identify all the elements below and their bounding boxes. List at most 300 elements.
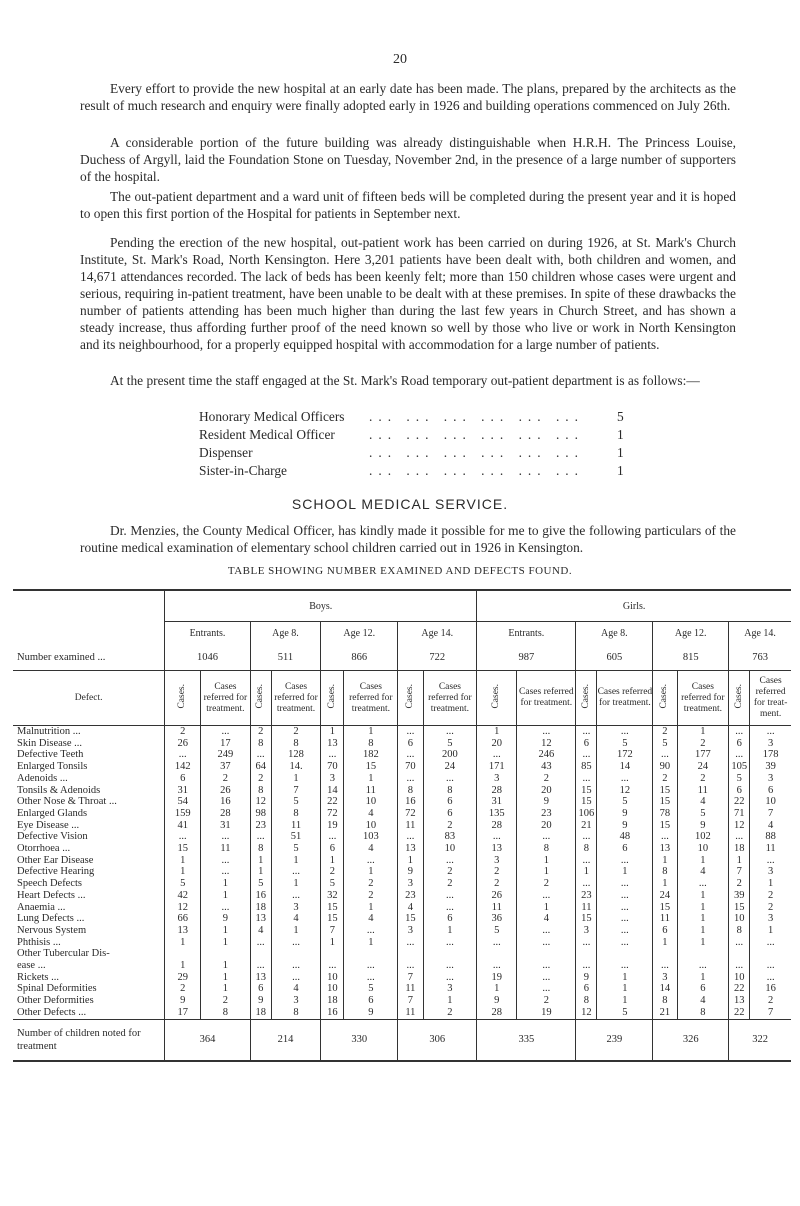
cases-cell: ... — [576, 960, 597, 972]
cases-cell — [165, 948, 201, 960]
referred-cell: 11 — [271, 820, 321, 832]
referred-cell: ... — [201, 726, 251, 738]
cases-cell: 15 — [653, 902, 677, 914]
referred-cell: 1 — [597, 995, 653, 1007]
referred-cell: ... — [597, 937, 653, 949]
cases-cell: 15 — [653, 785, 677, 797]
referred-cell: ... — [423, 890, 477, 902]
referred-cell: 5 — [597, 796, 653, 808]
referred-cell: ... — [344, 972, 398, 984]
referred-cell: 14. — [271, 761, 321, 773]
cases-cell: ... — [576, 726, 597, 738]
cases-cell: ... — [398, 960, 423, 972]
referred-cell: 4 — [677, 866, 729, 878]
number-examined-value: 1046 — [165, 644, 250, 671]
table-row — [13, 820, 791, 832]
referred-cell: 2 — [517, 878, 576, 890]
referred-cell: 17 — [201, 738, 251, 750]
referred-cell: 1 — [344, 726, 398, 738]
cases-cell: ... — [398, 831, 423, 843]
referred-cell: 11 — [677, 785, 729, 797]
cases-cell: 13 — [321, 738, 344, 750]
cases-cell: 85 — [576, 761, 597, 773]
referred-cell: 11 — [344, 785, 398, 797]
cases-cell: ... — [653, 831, 677, 843]
referred-cell: 1 — [597, 983, 653, 995]
cases-cell: 13 — [729, 995, 750, 1007]
referred-cell: ... — [423, 855, 477, 867]
referred-cell: ... — [517, 726, 576, 738]
cases-cell: 22 — [729, 983, 750, 995]
subgroup-label: Entrants. — [477, 622, 576, 645]
table-title: TABLE SHOWING NUMBER EXAMINED AND DEFECTS FOUND. — [227, 565, 573, 577]
cases-cell: 13 — [477, 843, 517, 855]
cases-cell: 15 — [729, 902, 750, 914]
referred-cell: 16 — [750, 983, 791, 995]
cases-cell: 6 — [729, 738, 750, 750]
cases-cell: 1 — [653, 855, 677, 867]
cases-cell: 1 — [653, 937, 677, 949]
cases-cell — [250, 948, 271, 960]
referred-header: Cases referred for treatment. — [517, 671, 576, 726]
referred-cell: 1 — [344, 937, 398, 949]
referred-cell: ... — [271, 890, 321, 902]
referred-cell: 2 — [344, 878, 398, 890]
referred-cell: ... — [597, 726, 653, 738]
cases-cell: 1 — [165, 866, 201, 878]
cases-cell: ... — [321, 960, 344, 972]
paragraph-2: A considerable portion of the future building was already distinguishable when H.R.H. The Princess Louise, Duchess of Argyll, laid the Foundation Stone on Tuesday, November 2nd, in the presence of a large number of supporters of the hospital. — [80, 135, 736, 184]
referred-cell: ... — [597, 855, 653, 867]
cases-cell: 1 — [165, 937, 201, 949]
cases-cell: 21 — [653, 1007, 677, 1019]
table-row — [13, 925, 791, 937]
referred-cell: ... — [201, 831, 251, 843]
cases-cell: 22 — [321, 796, 344, 808]
cases-cell: 3 — [653, 972, 677, 984]
staff-role: Sister-in-Charge — [199, 463, 287, 478]
table-row — [13, 972, 791, 984]
referred-cell: 9 — [344, 1007, 398, 1019]
cases-cell: 26 — [165, 738, 201, 750]
cases-cell: 9 — [250, 995, 271, 1007]
referred-cell: 28 — [201, 808, 251, 820]
cases-cell: ... — [729, 749, 750, 761]
cases-cell: 42 — [165, 890, 201, 902]
referred-cell: 4 — [344, 843, 398, 855]
cases-cell: ... — [398, 773, 423, 785]
referred-cell: ... — [423, 960, 477, 972]
referred-cell: 2 — [201, 773, 251, 785]
noted-value: 326 — [653, 1019, 729, 1061]
number-examined-value: 987 — [477, 644, 576, 671]
referred-cell: 14 — [597, 761, 653, 773]
cases-cell: 31 — [165, 785, 201, 797]
defect-name: Defective Teeth — [17, 749, 84, 761]
table-row — [13, 866, 791, 878]
referred-cell: 1 — [201, 972, 251, 984]
cases-cell: 159 — [165, 808, 201, 820]
cases-cell: 19 — [321, 820, 344, 832]
cases-cell: ... — [729, 937, 750, 949]
cases-cell: ... — [576, 937, 597, 949]
table-row — [13, 983, 791, 995]
subgroup-label: Age 8. — [576, 622, 653, 645]
cases-cell: 41 — [165, 820, 201, 832]
referred-cell — [517, 948, 576, 960]
referred-cell: 3 — [271, 902, 321, 914]
cases-cell: ... — [321, 831, 344, 843]
referred-cell: ... — [423, 726, 477, 738]
number-examined-value: 815 — [653, 644, 729, 671]
cases-cell: 22 — [729, 1007, 750, 1019]
referred-cell: ... — [750, 960, 791, 972]
referred-cell: 172 — [597, 749, 653, 761]
referred-cell: ... — [271, 866, 321, 878]
defect-name: Other Nose & Throat ... — [17, 796, 117, 808]
referred-cell: 6 — [344, 995, 398, 1007]
section-heading: SCHOOL MEDICAL SERVICE. — [291, 496, 509, 512]
referred-cell — [271, 948, 321, 960]
defect-name: Lung Defects ... — [17, 913, 85, 925]
cases-cell: 2 — [653, 773, 677, 785]
referred-cell: 1 — [201, 890, 251, 902]
cases-cell: 9 — [165, 995, 201, 1007]
referred-cell: 5 — [597, 738, 653, 750]
cases-cell: ... — [398, 937, 423, 949]
cases-cell: 1 — [729, 855, 750, 867]
cases-cell: ... — [477, 831, 517, 843]
cases-cell: 9 — [477, 995, 517, 1007]
cases-cell: 3 — [477, 773, 517, 785]
cases-cell: 7 — [729, 866, 750, 878]
referred-cell: 102 — [677, 831, 729, 843]
cases-cell — [477, 948, 517, 960]
cases-cell: 3 — [398, 878, 423, 890]
subgroup-label: Age 14. — [398, 622, 477, 645]
referred-cell: 1 — [201, 983, 251, 995]
referred-cell: 26 — [201, 785, 251, 797]
referred-cell: 1 — [271, 773, 321, 785]
referred-cell: 6 — [423, 796, 477, 808]
cases-cell: 8 — [653, 866, 677, 878]
referred-cell: ... — [750, 855, 791, 867]
referred-cell: ... — [517, 972, 576, 984]
cases-cell: 28 — [477, 1007, 517, 1019]
defect-name: Other Ear Disease — [17, 854, 94, 866]
referred-cell: ... — [423, 937, 477, 949]
cases-cell: 31 — [477, 796, 517, 808]
table-row — [13, 831, 791, 843]
referred-cell: 1 — [344, 866, 398, 878]
referred-cell: 24 — [423, 761, 477, 773]
table-row — [13, 948, 791, 960]
defect-name: Rickets ... — [17, 971, 59, 983]
leader-dots: ... ... ... ... ... ... — [369, 463, 584, 478]
cases-cell: 16 — [321, 1007, 344, 1019]
cases-cell: 14 — [653, 983, 677, 995]
referred-cell — [597, 948, 653, 960]
defect-name: Nervous System — [17, 924, 87, 936]
referred-cell: 1 — [750, 878, 791, 890]
referred-cell: 246 — [517, 749, 576, 761]
referred-cell: 11 — [201, 843, 251, 855]
referred-cell: ... — [517, 890, 576, 902]
cases-cell: ... — [653, 749, 677, 761]
referred-cell: 1 — [423, 925, 477, 937]
defect-name: Enlarged Glands — [17, 807, 88, 819]
referred-cell: 10 — [344, 820, 398, 832]
leader-dots: ... ... ... ... ... ... — [369, 409, 584, 424]
referred-cell — [750, 948, 791, 960]
referred-cell: ... — [597, 913, 653, 925]
cases-cell: ... — [250, 749, 271, 761]
cases-cell: 11 — [398, 1007, 423, 1019]
referred-cell: 103 — [344, 831, 398, 843]
cases-cell — [321, 948, 344, 960]
cases-cell: 1 — [653, 878, 677, 890]
referred-cell: 8 — [271, 808, 321, 820]
noted-label: Number of children noted for treatment — [13, 1019, 165, 1061]
referred-cell: ... — [517, 925, 576, 937]
referred-cell: 1 — [201, 925, 251, 937]
cases-cell: 6 — [321, 843, 344, 855]
cases-cell: 2 — [250, 726, 271, 738]
referred-cell: 5 — [344, 983, 398, 995]
referred-cell: 2 — [423, 866, 477, 878]
cases-cell: 6 — [576, 983, 597, 995]
cases-header: Cases. — [404, 683, 415, 709]
defect-name: Eye Disease ... — [17, 819, 80, 831]
cases-cell: 18 — [321, 995, 344, 1007]
defect-name: Enlarged Tonsils — [17, 761, 88, 773]
cases-cell: 106 — [576, 808, 597, 820]
referred-cell: 9 — [677, 820, 729, 832]
referred-cell: ... — [597, 773, 653, 785]
referred-cell: 1 — [677, 726, 729, 738]
referred-cell: 37 — [201, 761, 251, 773]
cases-cell: 9 — [398, 866, 423, 878]
table-row — [13, 937, 791, 949]
cases-cell: 3 — [398, 925, 423, 937]
cases-cell: ... — [477, 937, 517, 949]
cases-cell: 7 — [398, 995, 423, 1007]
cases-cell: 8 — [398, 785, 423, 797]
referred-header: Cases referred for treatment. — [677, 671, 729, 726]
cases-cell: 13 — [398, 843, 423, 855]
staff-row — [199, 409, 649, 427]
cases-cell: ... — [729, 726, 750, 738]
cases-cell: 1 — [165, 855, 201, 867]
referred-cell: 4 — [677, 796, 729, 808]
cases-cell: 10 — [729, 913, 750, 925]
cases-cell: 5 — [250, 878, 271, 890]
cases-cell: ... — [576, 878, 597, 890]
referred-cell: 6 — [423, 913, 477, 925]
referred-cell: 6 — [423, 808, 477, 820]
referred-cell: 1 — [271, 925, 321, 937]
cases-cell: 7 — [398, 972, 423, 984]
defect-name: Heart Defects ... — [17, 889, 86, 901]
defect-name: Otorrhoea ... — [17, 843, 71, 855]
referred-cell: 1 — [201, 878, 251, 890]
referred-cell: 51 — [271, 831, 321, 843]
cases-cell: 5 — [477, 925, 517, 937]
cases-cell: 6 — [653, 925, 677, 937]
referred-cell: 249 — [201, 749, 251, 761]
cases-cell: 2 — [165, 726, 201, 738]
cases-cell: 105 — [729, 761, 750, 773]
referred-cell: 8 — [423, 785, 477, 797]
cases-cell: 11 — [576, 902, 597, 914]
referred-cell: 2 — [677, 773, 729, 785]
cases-cell: 3 — [576, 925, 597, 937]
referred-cell: 6 — [750, 785, 791, 797]
cases-cell: 13 — [653, 843, 677, 855]
defect-name: Anaemia ... — [17, 901, 66, 913]
defect-name: ease ... — [17, 960, 46, 972]
referred-cell: 9 — [201, 913, 251, 925]
defect-name: Spinal Deformities — [17, 983, 97, 995]
table-row — [13, 738, 791, 750]
cases-cell: 70 — [398, 761, 423, 773]
cases-cell: 6 — [165, 773, 201, 785]
referred-cell: 1 — [677, 855, 729, 867]
referred-cell: 31 — [201, 820, 251, 832]
referred-cell: ... — [201, 866, 251, 878]
referred-cell: 48 — [597, 831, 653, 843]
table-row — [13, 726, 791, 738]
referred-cell: 2 — [271, 726, 321, 738]
cases-cell: 1 — [250, 866, 271, 878]
cases-header: Cases. — [733, 683, 744, 709]
paragraph-1: Every effort to provide the new hospital at an early date has been made. The plans, prepared by the architects as the result of much research and enquiry were finally adopted early in 1926 and building operations commenced on July 26th. — [80, 81, 736, 113]
cases-cell: 72 — [321, 808, 344, 820]
referred-cell: 2 — [423, 878, 477, 890]
cases-cell: 5 — [653, 738, 677, 750]
referred-cell: 12 — [517, 738, 576, 750]
table-row — [13, 913, 791, 925]
referred-cell: 7 — [271, 785, 321, 797]
referred-cell: 8 — [271, 738, 321, 750]
referred-cell: 24 — [677, 761, 729, 773]
cases-cell: 5 — [321, 878, 344, 890]
referred-cell: ... — [677, 960, 729, 972]
referred-cell: 1 — [344, 773, 398, 785]
cases-cell: 12 — [729, 820, 750, 832]
referred-cell: 3 — [750, 913, 791, 925]
referred-cell: 178 — [750, 749, 791, 761]
referred-cell: 8 — [201, 1007, 251, 1019]
cases-cell: 19 — [477, 972, 517, 984]
cases-cell: 12 — [165, 902, 201, 914]
cases-cell — [653, 948, 677, 960]
referred-cell: 10 — [677, 843, 729, 855]
referred-cell: 12 — [597, 785, 653, 797]
cases-cell: 15 — [576, 785, 597, 797]
cases-cell — [729, 948, 750, 960]
referred-cell: ... — [201, 902, 251, 914]
cases-cell: 15 — [653, 796, 677, 808]
cases-cell: 9 — [576, 972, 597, 984]
referred-cell: 4 — [344, 913, 398, 925]
referred-cell: 15 — [344, 761, 398, 773]
cases-header: Cases. — [177, 683, 188, 709]
referred-cell: 2 — [423, 820, 477, 832]
cases-cell: ... — [321, 749, 344, 761]
referred-cell: 2 — [517, 995, 576, 1007]
referred-cell: 3 — [750, 773, 791, 785]
referred-cell — [344, 948, 398, 960]
noted-value: 335 — [477, 1019, 576, 1061]
referred-header: Cases referred for treatment. — [597, 671, 653, 726]
leader-dots: ... ... ... ... ... ... — [369, 427, 584, 442]
referred-header: Cases referred for treatment. — [750, 671, 791, 726]
leader-dots: ... ... ... ... ... ... — [369, 445, 584, 460]
referred-header: Cases referred for treatment. — [344, 671, 398, 726]
table-row — [13, 785, 791, 797]
staff-row — [199, 463, 649, 481]
referred-cell: 1 — [597, 972, 653, 984]
referred-cell: 3 — [750, 866, 791, 878]
table-row — [13, 761, 791, 773]
cases-cell: ... — [729, 831, 750, 843]
cases-cell: 8 — [250, 785, 271, 797]
referred-cell: 2 — [677, 738, 729, 750]
number-examined-value: 722 — [398, 644, 477, 671]
table-row — [13, 749, 791, 761]
referred-cell: 10 — [344, 796, 398, 808]
referred-cell: ... — [517, 831, 576, 843]
cases-cell: 20 — [477, 738, 517, 750]
referred-cell: ... — [423, 902, 477, 914]
noted-value: 306 — [398, 1019, 477, 1061]
referred-cell: 1 — [201, 960, 251, 972]
cases-cell: 15 — [321, 913, 344, 925]
cases-cell — [576, 948, 597, 960]
cases-cell: 8 — [576, 843, 597, 855]
referred-cell: 4 — [271, 983, 321, 995]
referred-cell: 1 — [271, 878, 321, 890]
cases-cell: 23 — [250, 820, 271, 832]
number-examined-value: 605 — [576, 644, 653, 671]
cases-cell: 1 — [477, 726, 517, 738]
defect-header: Defect. — [13, 671, 165, 726]
cases-cell: 29 — [165, 972, 201, 984]
referred-cell: ... — [423, 773, 477, 785]
staff-count: 1 — [617, 445, 624, 460]
referred-cell: 182 — [344, 749, 398, 761]
cases-cell: ... — [250, 937, 271, 949]
cases-cell: 11 — [653, 913, 677, 925]
cases-cell: 15 — [398, 913, 423, 925]
cases-cell: 15 — [321, 902, 344, 914]
table-row — [13, 902, 791, 914]
cases-cell: 18 — [250, 1007, 271, 1019]
cases-cell: 72 — [398, 808, 423, 820]
referred-cell: 1 — [750, 925, 791, 937]
cases-cell: 13 — [250, 972, 271, 984]
staff-count: 1 — [617, 463, 624, 478]
staff-row — [199, 427, 649, 445]
page-number: 20 — [393, 52, 407, 67]
cases-cell: 98 — [250, 808, 271, 820]
cases-cell: 22 — [729, 796, 750, 808]
defect-name: Phthisis ... — [17, 936, 61, 948]
noted-value: 239 — [576, 1019, 653, 1061]
cases-cell: 10 — [729, 972, 750, 984]
number-examined-value: 511 — [250, 644, 321, 671]
